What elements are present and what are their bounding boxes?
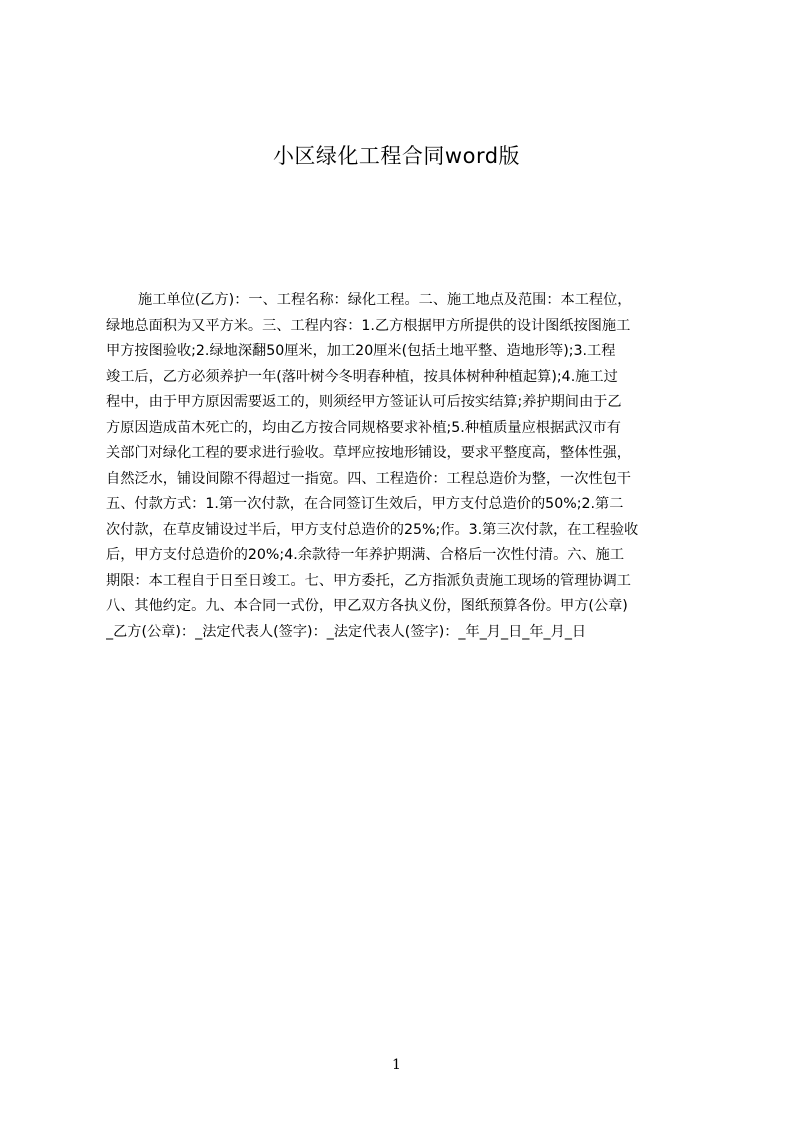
document-title: 小区绿化工程合同word版 xyxy=(272,144,521,168)
body-line-4: 竣工后，乙方必须养护一年(落叶树今冬明春种植，按具体树种种植起算);4.施工过 xyxy=(106,368,618,385)
body-line-1: 施工单位(乙方)：一、工程名称：绿化工程。二、施工地点及范围：本工程位， xyxy=(138,292,632,308)
page-number: 1 xyxy=(392,1057,401,1073)
body-line-11: 后，甲方支付总造价的20%;4.余款待一年养护期满、合格后一次性付清。六、施工 xyxy=(106,547,625,563)
body-line-3: 甲方按图验收;2.绿地深翻50厘米，加工20厘米(包括土地平整、造地形等);3.工程 xyxy=(106,343,616,359)
body-line-2: 绿地总面积为又平方米。三、工程内容：1.乙方根据甲方所提供的设计图纸按图施工 xyxy=(106,317,631,334)
body-line-5: 程中，由于甲方原因需要返工的，则须经甲方签证认可后按实结算;养护期间由于乙 xyxy=(106,394,622,410)
body-line-8: 自然泛水，铺设间隙不得超过一指宽。四、工程造价：工程总造价为整，一次性包干 xyxy=(106,470,631,487)
body-line-10: 次付款，在草皮铺设过半后，甲方支付总造价的25%;作。3.第三次付款，在工程验收 xyxy=(106,521,639,538)
body-line-7: 关部门对绿化工程的要求进行验收。草坪应按地形铺设，要求平整度高，整体性强， xyxy=(106,445,631,461)
contract-body xyxy=(106,288,700,645)
body-line-12: 期限：本工程自于日至日竣工。七、甲方委托，乙方指派负责施工现场的管理协调工 xyxy=(106,572,631,589)
body-line-13: 八、其他约定。九、本合同一式份，甲乙双方各执义份，图纸预算各份。甲方(公章) xyxy=(106,598,628,614)
body-line-14: _乙方(公章)：_法定代表人(签字)：_法定代表人(签字)：_年_月_日_年_月_日 xyxy=(106,623,587,640)
body-line-6: 方原因造成苗木死亡的，均由乙方按合同规格要求补植;5.种植质量应根据武汉市有 xyxy=(106,419,621,436)
body-line-9: 五、付款方式：1.第一次付款，在合同签订生效后，甲方支付总造价的50%;2.第二 xyxy=(106,496,624,512)
